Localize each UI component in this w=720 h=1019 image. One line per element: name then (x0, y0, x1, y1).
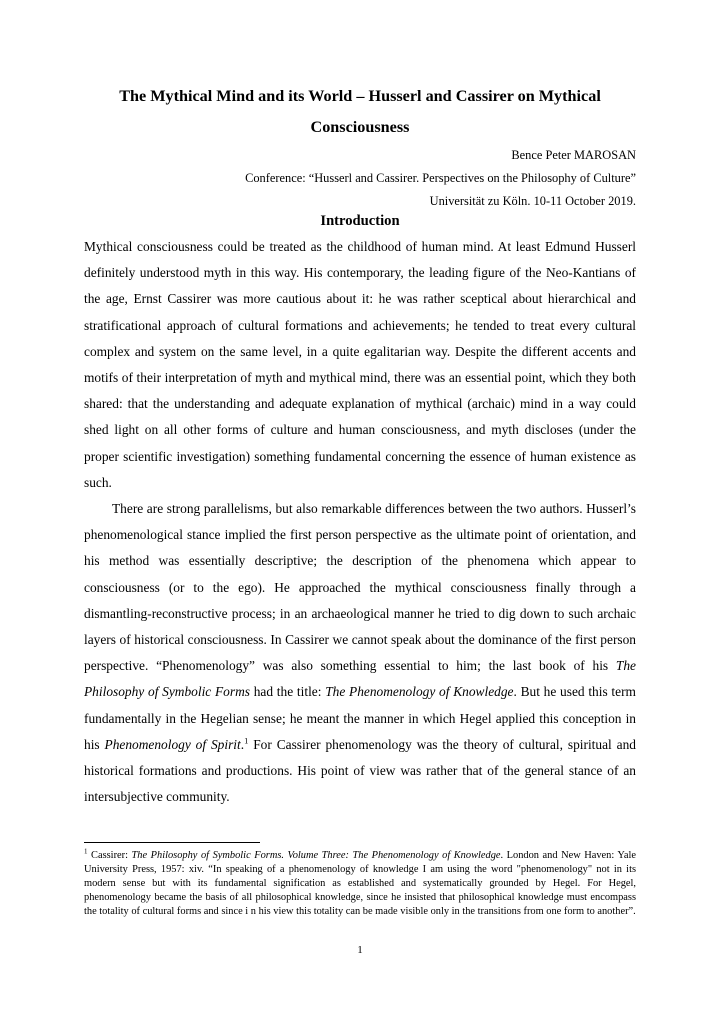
section-heading-introduction: Introduction (320, 213, 400, 229)
author-name: Bence Peter MAROSAN (511, 148, 636, 162)
footnote-reference[interactable]: 1 (244, 735, 249, 746)
paragraph-2-text-5: For Cassirer phenomenology was the theory of cultural, spiritual and historical formations and productions. His point of view was rather that of the general stance of an intersubjective community. (84, 736, 636, 805)
footnote-number: 1 (84, 847, 88, 856)
place-and-date: Universität zu Köln. 10-11 October 2019. (429, 194, 636, 208)
footnote-text: . London and New Haven: Yale University Press, 1957: xiv. “In speaking of a phenomenology of knowledge I am using the word "phenomenology" not in its modern sense but with its fundamental signification as established and systematically grounded by Hegel. For Hegel, phenomenology became the basis of all philosophical knowledge, since he insisted that philosophical knowledge must encompass the totality of cultural forms and since i n his view this totality can be made visible only in the transitions from one form to another”. (84, 850, 636, 917)
footnote-divider (84, 842, 260, 843)
paragraph-2-text-2: had the title: (249, 684, 326, 700)
footnote-book-title: The Philosophy of Symbolic Forms. Volume Three: The Phenomenology of Knowledge (131, 850, 501, 861)
paragraph-2-book-title-3: Phenomenology of Spirit (104, 736, 241, 752)
paragraph-2-text-1: There are strong parallelisms, but also remarkable differences between the two authors. Husserl’s phenomenological stance implied the first person perspective as the ultimate point of orientation, and his method was essentially descriptive; the description of the phenomena which appear to consciousness (or to the ego). He approached the mythical consciousness finally through a dismantling-reconstructive process; in an archaeological manner he tried to dig down to such archaic layers of historical consciousness. In Cassirer we cannot speak about the dominance of the first person perspective. “Phenomenology” was also something essential to him; the last book of his (84, 501, 636, 674)
paragraph-2-book-title-1: The Philosophy of Symbolic Forms (84, 658, 636, 700)
paper-title-line-1: The Mythical Mind and its World – Husserl and Cassirer on Mythical (119, 87, 601, 105)
paragraph-2-text-4: . (240, 736, 245, 752)
footnote-1 (84, 849, 636, 919)
paragraph-2 (84, 496, 636, 810)
page-number: 1 (357, 944, 363, 956)
paragraph-2-book-title-2: The Phenomenology of Knowledge (325, 684, 514, 700)
conference-info: Conference: “Husserl and Cassirer. Perspectives on the Philosophy of Culture” (245, 171, 636, 185)
paragraph-2-text-3: . But he used this term fundamentally in the Hegelian sense; he meant the manner in which Hegel applied this conception in his (84, 684, 636, 752)
body-text (84, 234, 636, 810)
paper-title-line-2: Consciousness (310, 118, 410, 136)
footnote-lead: Cassirer: (87, 850, 132, 861)
paragraph-1: Mythical consciousness could be treated as the childhood of human mind. At least Edmund Husserl definitely understood myth in this way. His contemporary, the leading figure of the Neo-Kantians of the age, Ernst Cassirer was more cautious about it: he was rather sceptical about hierarchical and stratificational approach of cultural formations and achievements; he tended to treat every cultural complex and system on the same level, in a quite egalitarian way. Despite the different accents and motifs of their interpretation of myth and mythical mind, there was an essential point, which they both shared: that the understanding and adequate explanation of mythical (archaic) mind in a way could shed light on all other forms of culture and human consciousness, and myth discloses (under the proper scientific investigation) something fundamental concerning the essence of human existence as such. (84, 239, 636, 490)
